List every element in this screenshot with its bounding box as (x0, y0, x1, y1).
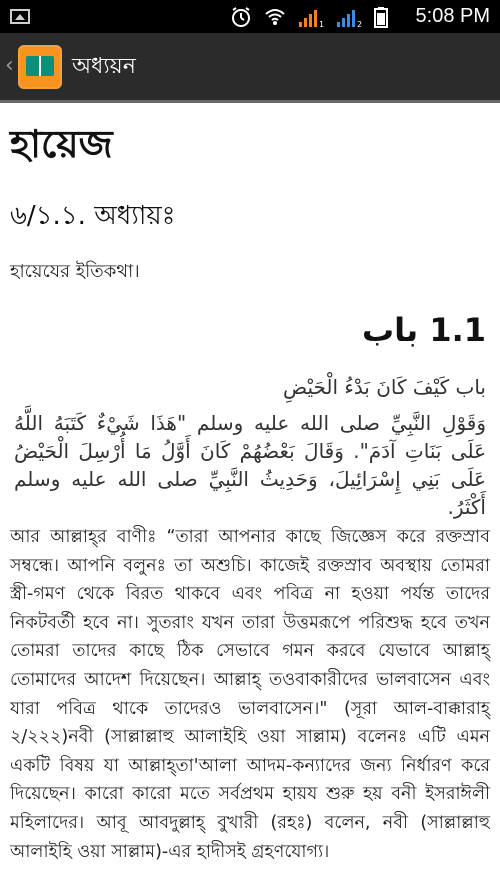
alarm-icon (230, 6, 252, 28)
app-logo-icon[interactable] (18, 45, 62, 89)
arabic-paragraph: وَقَوْلِ النَّبِيِّ صلى الله عليه وسلم "هَذَا شَيْءٌ كَتَبَهُ اللَّهُ عَلَى بَنَاتِ آدَمَ". وَقَالَ بَعْضُهُمْ كَانَ أَوَّلُ مَا أُرْسِلَ الْحَيْضُ عَلَى بَنِي إِسْرَائِيلَ، وَحَدِيثُ النَّبِيِّ صلى الله عليه وسلم أَكْثَرُ. (14, 411, 486, 519)
back-chevron-icon[interactable]: ‹ (5, 53, 14, 78)
image-notification-icon (10, 9, 30, 24)
page-title: হায়েজ (10, 122, 113, 166)
chapter-heading: ৬/১.১. অধ্যায়ঃ (10, 201, 176, 231)
battery-icon (374, 6, 388, 28)
status-bar (0, 0, 500, 33)
app-bar (0, 33, 500, 100)
intro-text: হায়েযের ইতিকথা। (10, 261, 140, 282)
signal-2-icon (336, 6, 362, 28)
chapter-content[interactable] (0, 103, 500, 889)
signal-1-icon (298, 6, 324, 28)
status-time: 5:08 PM (415, 5, 490, 27)
status-icons (230, 6, 388, 28)
svg-text:2: 2 (357, 20, 362, 28)
bangla-paragraph: আর আল্লাহ্‌র বাণীঃ “তারা আপনার কাছে জিজ্ঞেস করে রক্তস্রাব সম্বন্ধে। আপনি বলুনঃ তা অশুচি। কাজেই রক্তস্রাব অবস্থায় তোমরা স্ত্রী-গমণ থেকে বিরত থাকবে এবং পবিত্র না হওয়া পর্যন্ত তাদের নিকটবর্তী হবে না। সুতরাং যখন তারা উত্তমরূপে পরিশুদ্ধ হবে তখন তোমরা তাদের কাছে ঠিক সেভাবে গমন করবে যেভাবে আল্লাহ্‌ তোমাদের আদেশ দিয়েছেন। আল্লাহ্‌ তওবাকারীদের ভালবাসেন এবং যারা পবিত্র থাকে তাদেরও ভালবাসেন।" (সূরা আল-বাক্কারাহ্‌ ২/২২২)নবী (সাল্লাল্লাহু আলাইহি ওয়া সাল্লাম) বলেনঃ এটি এমন একটি বিষয় যা আল্লাহ্‌তা'আলা আদম-কন্যাদের জন্য নির্ধারণ করে দিয়েছেন। কারো কারো মতে সর্বপ্রথম হায়য শুরু হয় বনী ইসরাঈলী মহিলাদের। আবূ আবদুল্লাহ্‌ বুখারী (রহঃ) বলেন, নবী (সাল্লাল্লাহু আলাইহি ওয়া সাল্লাম)-এর হাদীসই গ্রহণযোগ্য। (10, 527, 490, 862)
arabic-heading: باب كَيْفَ كَانَ بَدْءُ الْحَيْضِ (282, 375, 486, 399)
book-icon (26, 56, 54, 76)
app-title: অধ্যয়ন (72, 54, 136, 79)
wifi-icon (264, 7, 286, 27)
svg-text:1: 1 (319, 20, 324, 28)
bab-heading: 1.1 باب (361, 311, 486, 349)
